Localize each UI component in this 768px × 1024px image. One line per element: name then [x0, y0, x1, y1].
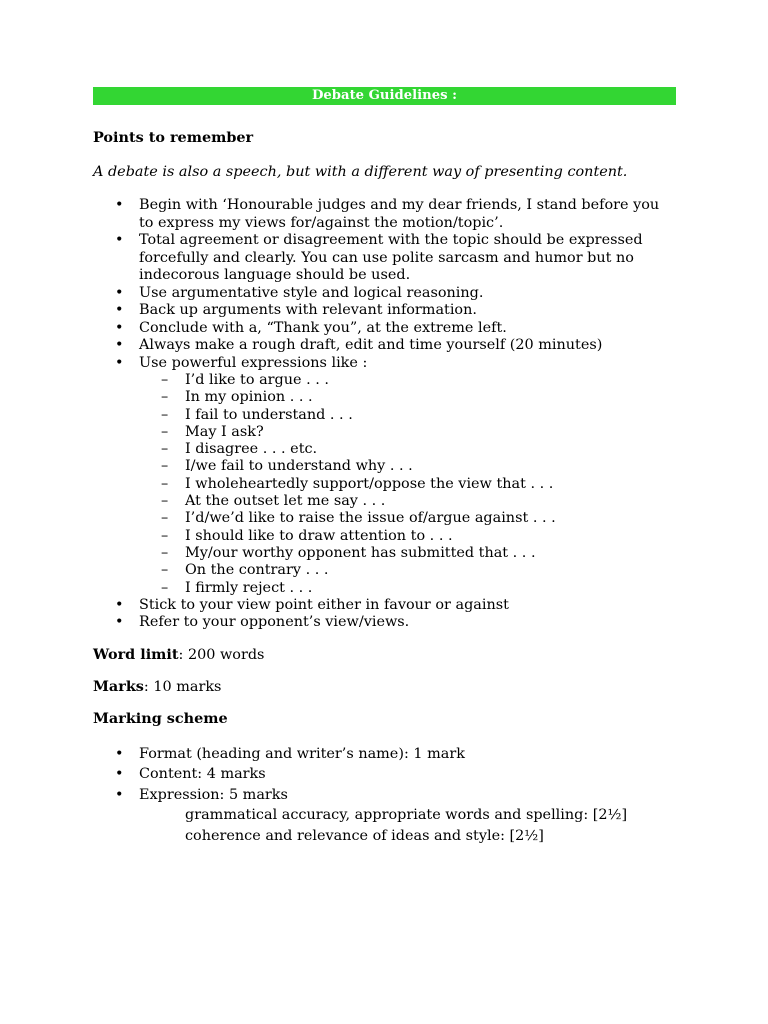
expression-item: – In my opinion . . .: [161, 389, 313, 406]
marks: [93, 678, 676, 696]
expression-item: – At the outset let me say . . .: [161, 493, 386, 510]
list-item: • Begin with ‘Honourable judges and my dear friends, I stand before you to express my views for/against the motion/topic’.: [115, 197, 660, 231]
expression-item: – I’d like to argue . . .: [161, 372, 329, 388]
dash-icon: –: [161, 406, 169, 423]
bullet-icon: •: [115, 786, 124, 803]
list-item: • Back up arguments with relevant information.: [115, 302, 477, 318]
expression-sub-item: coherence and relevance of ideas and style: [2½]: [185, 827, 544, 844]
dash-icon: –: [161, 423, 169, 440]
expression-item: – I/we fail to understand why . . .: [161, 458, 413, 475]
dash-icon: –: [161, 493, 169, 510]
expression-item: – I disagree . . . etc.: [161, 441, 318, 458]
dash-icon: –: [161, 475, 169, 492]
bullet-icon: •: [115, 319, 124, 336]
dash-icon: –: [161, 510, 169, 527]
expression-item: – On the contrary . . .: [161, 562, 329, 579]
expression-item: – I fail to understand . . .: [161, 406, 353, 423]
list-item: • Refer to your opponent’s view/views.: [115, 614, 410, 631]
list-item: • Use argumentative style and logical reasoning.: [115, 284, 484, 301]
dash-icon: –: [161, 389, 169, 406]
bullet-icon: •: [115, 337, 124, 353]
expression-item: – I’d/we’d like to raise the issue of/argue against . . .: [161, 510, 556, 527]
list-item: • Always make a rough draft, edit and time yourself (20 minutes): [115, 337, 603, 353]
list-item: • Total agreement or disagreement with the topic should be expressed forcefully and clearly. You can use polite sarcasm and humor but no indecorous language should be used.: [115, 232, 643, 283]
guidelines-list: [93, 197, 676, 632]
dash-icon: –: [161, 372, 169, 388]
bullet-icon: •: [115, 284, 124, 301]
word-limit-label: Word limit: [93, 645, 179, 663]
bullet-icon: •: [115, 302, 124, 318]
dash-icon: –: [161, 458, 169, 475]
list-item: • Use powerful expressions like : – I’d like to argue . . . – In my opinion . . . – I fail to understand . . . – May I ask? – I disagree . . . etc. – I/we fail to understand why . . . – I wholeheartedly support/oppose the view that . . . – At the outset let me say . . . – I’d/we’d like to raise the issue of/argue against . . . – I should like to draw attention to . . . – My/our worthy opponent has submitted that . . . – On the contrary . . . – I firmly reject . . .: [93, 355, 676, 597]
expression-item: – I firmly reject . . .: [161, 579, 313, 596]
word-limit-value: : 200 words: [178, 646, 265, 663]
marks-label: Marks: [93, 677, 144, 695]
expressions-list: [139, 372, 676, 597]
scheme-item: • Content: 4 marks: [93, 764, 676, 785]
bullet-icon: •: [115, 232, 124, 248]
dash-icon: –: [161, 544, 169, 561]
scheme-item: • Expression: 5 marks: [93, 785, 676, 806]
bullet-icon: •: [115, 197, 124, 213]
document-page: [93, 87, 676, 846]
list-item: • Stick to your view point either in favour or against: [115, 596, 509, 613]
marks-value: : 10 marks: [143, 678, 222, 695]
dash-icon: –: [161, 579, 169, 596]
bullet-icon: •: [115, 614, 124, 631]
bullet-icon: •: [115, 766, 124, 783]
dash-icon: –: [161, 527, 169, 544]
marking-scheme-list: [93, 744, 676, 806]
marking-scheme-title: Marking scheme: [93, 709, 228, 727]
dash-icon: –: [161, 441, 169, 458]
bullet-icon: •: [115, 596, 124, 613]
section-heading: Points to remember: [93, 129, 254, 146]
expression-item: – I wholeheartedly support/oppose the view that . . .: [161, 475, 554, 492]
expression-sub-item: grammatical accuracy, appropriate words and spelling: [2½]: [185, 807, 628, 824]
title-banner: Debate Guidelines :: [93, 87, 676, 105]
bullet-icon: •: [115, 745, 124, 762]
expression-item: – My/our worthy opponent has submitted that . . .: [161, 544, 536, 561]
expression-item: – May I ask?: [161, 423, 264, 440]
word-limit: [93, 646, 676, 664]
intro-text: A debate is also a speech, but with a different way of presenting content.: [93, 164, 628, 180]
list-item: • Conclude with a, “Thank you”, at the extreme left.: [115, 319, 507, 336]
dash-icon: –: [161, 562, 169, 579]
scheme-item: • Format (heading and writer’s name): 1 mark: [93, 744, 676, 765]
expression-item: – I should like to draw attention to . . .: [161, 527, 453, 544]
bullet-icon: •: [115, 354, 124, 371]
